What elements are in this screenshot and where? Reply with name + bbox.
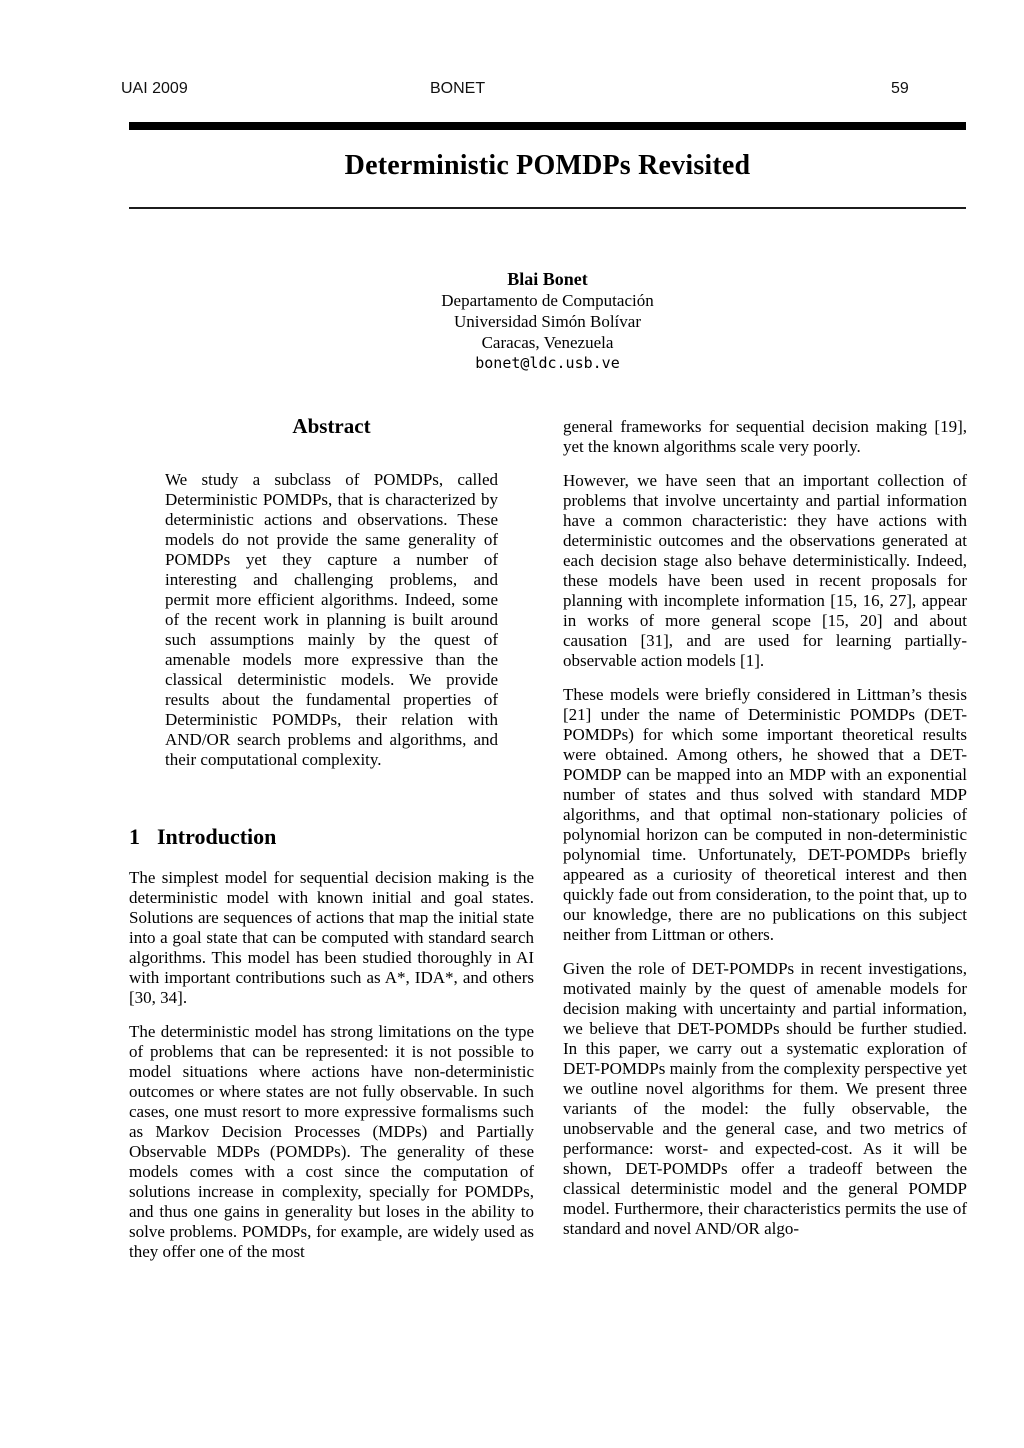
right-paragraph-3: These models were briefly considered in Littman’s thesis [21] under the name of Deterministic POMDPs (DET-POMDPs) for which some important theoretical results were obtained. Among others, he showed that a DET-POMDP can be mapped into an MDP with an exponential number of states and thus solved with standard MDP algorithms, and that optimal non-stationary policies of polynomial horizon can be computed in non-deterministic polynomial time. Unfortunately, DET-POMDPs briefly appeared as a curiosity of theoretical interest and then quickly fade out from consideration, to the point that, up to our knowledge, there are no publications on this subject neither from Littman or others. — [563, 685, 967, 944]
section-title: Introduction — [157, 824, 277, 849]
author-university: Universidad Simón Bolívar — [454, 312, 641, 331]
section-number: 1 — [129, 824, 140, 849]
left-paragraph-1: The simplest model for sequential decision making is the deterministic model with known initial and goal states. Solutions are sequences of actions that map the initial state into a goal state that can be computed with standard search algorithms. This model has been studied thoroughly in AI with important contributions such as A*, IDA*, and others [30, 34]. — [129, 868, 534, 1007]
header-conference: UAI 2009 — [121, 80, 188, 97]
title-rule-thin — [129, 207, 966, 209]
author-email: bonet@ldc.usb.ve — [475, 354, 620, 372]
abstract-text: We study a subclass of POMDPs, called Deterministic POMDPs, that is characterized by deterministic actions and observations. These models do not provide the same generality of POMDPs yet they capture a number of interesting and challenging problems, and permit more efficient algorithms. Indeed, some of the recent work in planning is built around such assumptions mainly by the quest of amenable models more expressive than the classical deterministic models. We provide results about the fundamental properties of Deterministic POMDPs, their relation with AND/OR search problems and algorithms, and their computational complexity. — [165, 470, 498, 769]
author-block — [129, 268, 966, 374]
header-page-number: 59 — [891, 80, 909, 97]
right-paragraph-4: Given the role of DET-POMDPs in recent investigations, motivated mainly by the quest of amenable models for decision making with uncertainty and partial information, we believe that DET-POMDPs should be further studied. In this paper, we carry out a systematic exploration of DET-POMDPs mainly from the complexity perspective yet we outline novel algorithms for them. We present three variants of the model: the fully observable, the unobservable and the general case, and two metrics of performance: worst- and expected-cost. As it will be shown, DET-POMDPs offer a tradeoff between the classical deterministic model and the general POMDP model. Furthermore, their characteristics permits the use of standard and novel AND/OR algo- — [563, 959, 967, 1238]
paper-title: Deterministic POMDPs Revisited — [344, 150, 751, 181]
right-paragraph-2: However, we have seen that an important collection of problems that involve uncertainty and partial information have a common characteristic: they have actions with deterministic outcomes and the observations generated at each decision stage also behave deterministically. Indeed, these models have been used in recent proposals for planning with incomplete information [15, 16, 27], appear in works of more general scope [15, 20] and about causation [31], and are used for learning partially-observable action models [1]. — [563, 471, 967, 670]
left-paragraph-2: The deterministic model has strong limitations on the type of problems that can be represented: it is not possible to model situations where actions have non-deterministic outcomes or where states are not fully observable. In such cases, one must resort to more expressive formalisms such as Markov Decision Processes (MDPs) and Partially Observable MDPs (POMDPs). The generality of these models comes with a cost since the computation of solutions increase in complexity, specially for POMDPs, and thus one gains in generality but loses in the ability to solve problems. POMDPs, for example, are widely used as they offer one of the most — [129, 1022, 534, 1261]
author-location: Caracas, Venezuela — [481, 333, 614, 352]
author-name: Blai Bonet — [507, 269, 588, 289]
abstract-heading: Abstract — [292, 414, 371, 438]
header-running-title: BONET — [430, 80, 486, 97]
right-column — [563, 417, 967, 1239]
section-heading-introduction — [129, 824, 534, 850]
author-department: Departamento de Computación — [441, 291, 654, 310]
right-paragraph-1: general frameworks for sequential decision making [19], yet the known algorithms scale very poorly. — [563, 417, 967, 456]
left-column — [129, 414, 534, 1262]
header-rule-thick — [129, 122, 966, 130]
